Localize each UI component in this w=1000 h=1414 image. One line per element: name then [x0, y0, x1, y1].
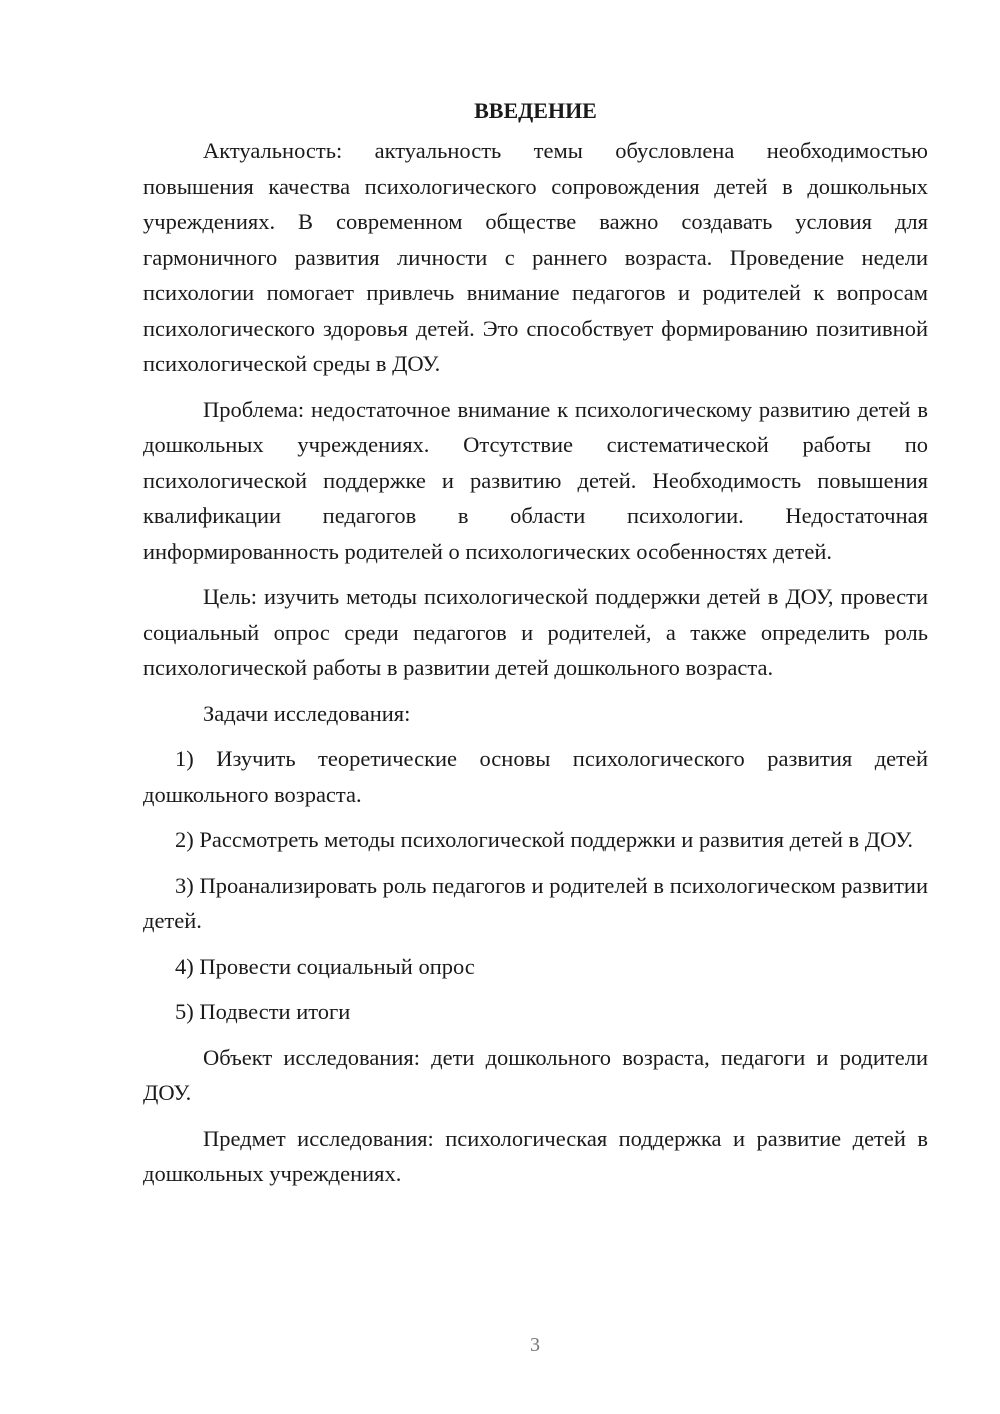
page-number: 3 — [530, 1334, 540, 1356]
task-item-3: 3) Проанализировать роль педагогов и родителей в психологическом развитии детей. — [143, 872, 928, 933]
paragraph-relevance: Актуальность: актуальность темы обусловлена необходимостью повышения качества психологического сопровождения детей в дошкольных учреждениях. В современном обществе важно создавать условия для гармоничного развития личности с раннего возраста. Проведение недели психологии помогает привлечь внимание педагогов и родителей к вопросам психологического здоровья детей. Это способствует формированию позитивной психологической среды в ДОУ. — [143, 138, 928, 376]
task-item-5: 5) Подвести итоги — [175, 999, 351, 1024]
paragraph-goal: Цель: изучить методы психологической поддержки детей в ДОУ, провести социальный опрос среди педагогов и родителей, а также определить роль психологической работы в развитии детей дошкольного возраста. — [143, 584, 928, 680]
paragraph-object: Объект исследования: дети дошкольного возраста, педагоги и родители ДОУ. — [143, 1044, 928, 1105]
task-item-2: 2) Рассмотреть методы психологической поддержки и развития детей в ДОУ. — [175, 827, 913, 852]
paragraph-problem: Проблема: недостаточное внимание к психологическому развитию детей в дошкольных учреждениях. Отсутствие систематической работы по психологической поддержке и развитию детей. Необходимость повышения квалификации педагогов в области психологии. Недостаточная информированность родителей о психологических особенностях детей. — [143, 396, 928, 564]
task-item-1: 1) Изучить теоретические основы психологического развития детей дошкольного возраста. — [143, 746, 928, 807]
page-content — [143, 93, 928, 1202]
task-item-4: 4) Провести социальный опрос — [175, 953, 475, 979]
page-title: ВВЕДЕНИЕ — [474, 98, 597, 123]
paragraph-subject: Предмет исследования: психологическая поддержка и развитие детей в дошкольных учреждениях. — [143, 1125, 928, 1186]
tasks-heading: Задачи исследования: — [203, 700, 411, 726]
